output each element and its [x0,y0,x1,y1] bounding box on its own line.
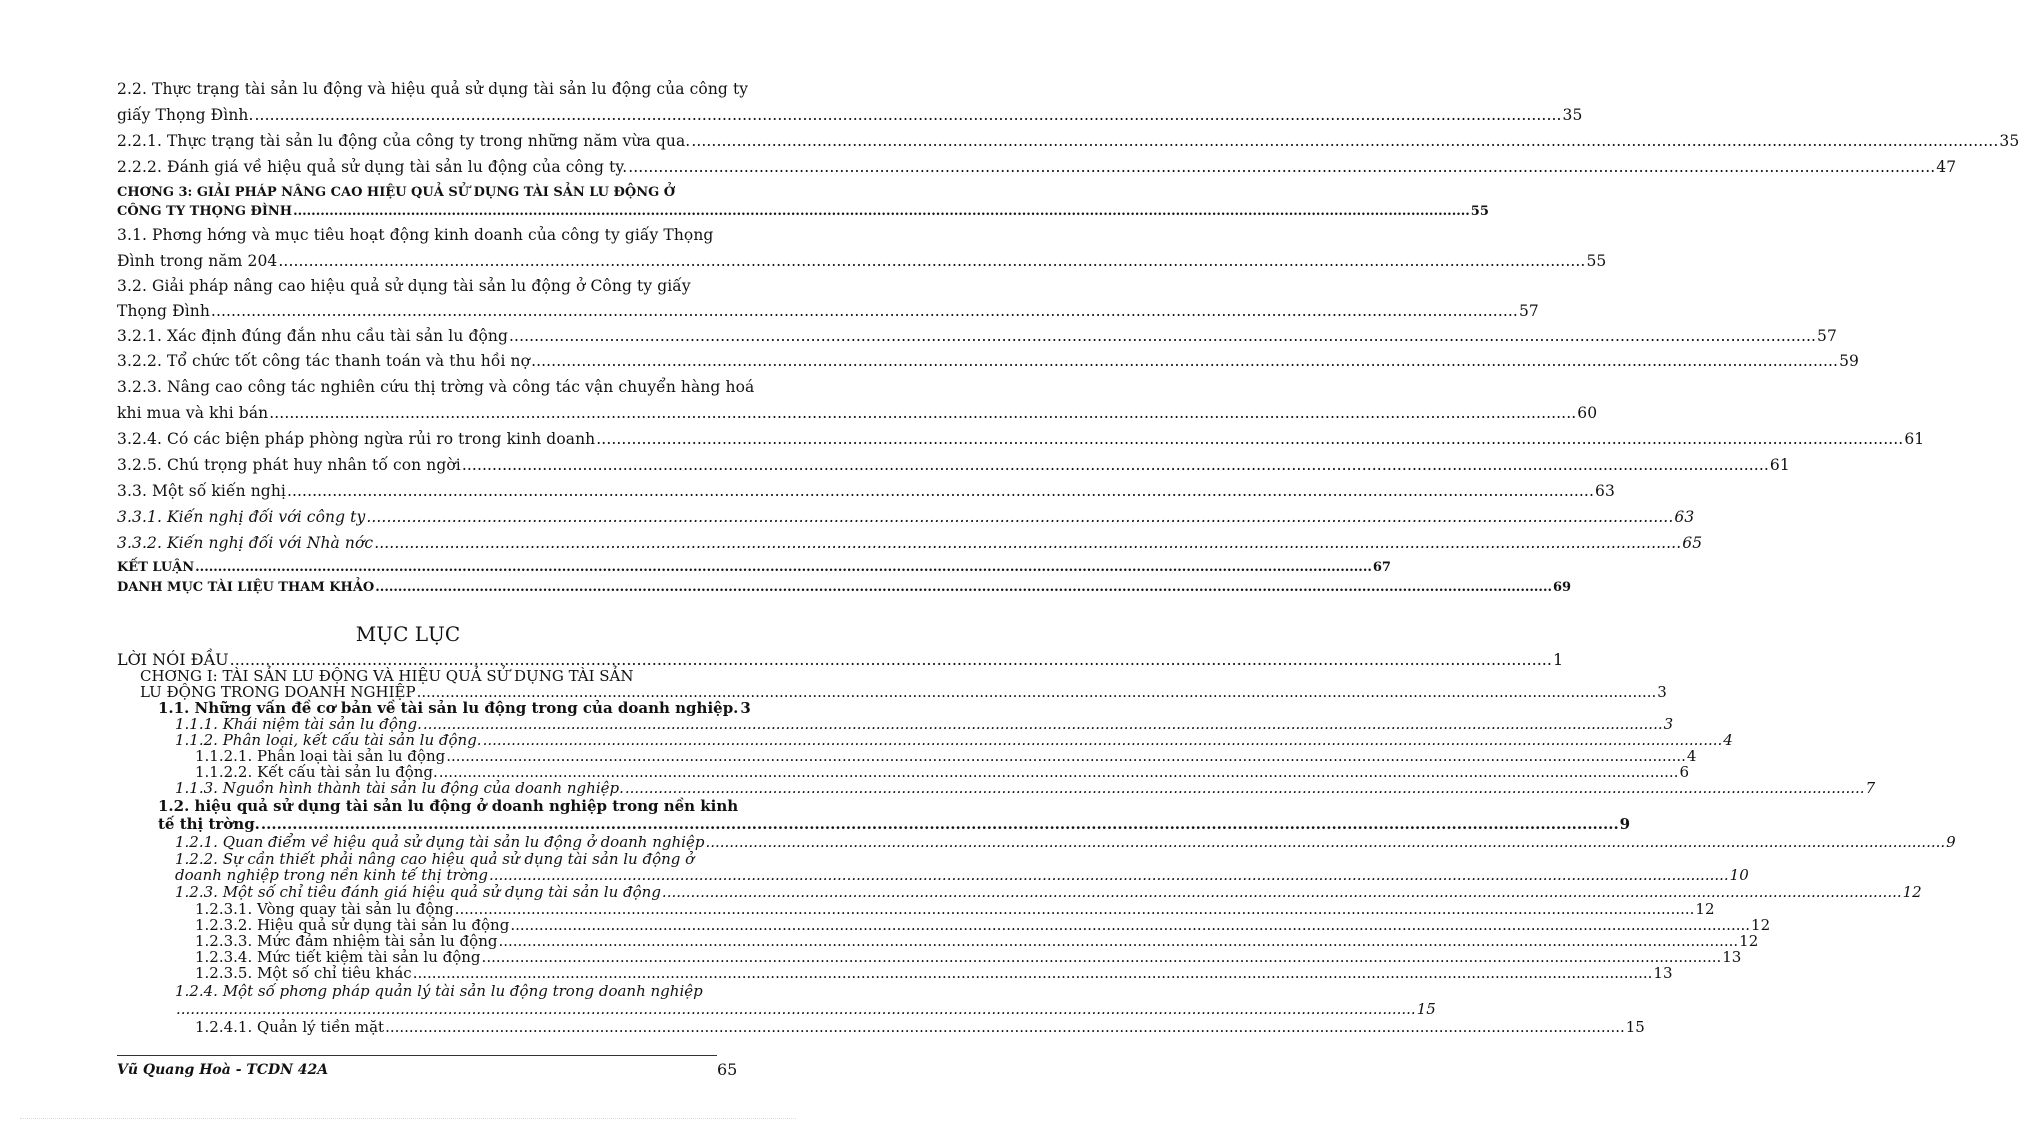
toc-chapter-3-line2[interactable]: CÔNG TY THỌNG ĐÌNH ..... 55 [117,204,737,219]
toc2-section-1-2-line1: 1.2. hiệu quả sử dụng tài sản lu động ở doanh nghiệp trong nền kinh [158,797,739,815]
toc-entry-3-3[interactable]: 3.3. Một số kiến nghị ..... 63 [117,482,737,500]
toc2-1-2-3-4[interactable]: 1.2.3.4. Mức tiết kiệm tài sản lu động ..... 13 [195,949,736,965]
toc-entry-ket-luan[interactable]: KẾT LUẬN ..... 67 [117,560,737,575]
toc-entry-2-2-1[interactable]: 2.2.1. Thực trạng tài sản lu động của công ty trong những năm vừa qua. ..... 35 [117,132,737,150]
toc-entry-tai-lieu[interactable]: DANH MỤC TÀI LIỆU THAM KHẢO ..... 69 [117,580,737,595]
toc-entry-3-1-line1: 3.1. Phơng hớng và mục tiêu hoạt động kinh doanh của công ty giấy Thọng [117,226,714,244]
toc2-1-2-1[interactable]: 1.2.1. Quan điểm về hiệu quả sử dụng tài sản lu động ở doanh nghiệp ..... 9 [175,834,736,850]
toc-entry-3-3-2[interactable]: 3.3.2. Kiến nghị đối với Nhà nớc ..... 65 [117,534,737,552]
toc2-1-2-3[interactable]: 1.2.3. Một số chỉ tiêu đánh giá hiệu quả sử dụng tài sản lu động ..... 12 [175,884,736,900]
toc2-chapter-1-line2[interactable]: LU ĐỘNG TRONG DOANH NGHIỆP ..... 3 [140,684,736,700]
toc-entry-3-1-line2[interactable]: Đình trong năm 204 ..... 55 [117,252,737,270]
toc-entry-3-2-2[interactable]: 3.2.2. Tổ chức tốt công tác thanh toán và thu hồi nợ ..... 59 [117,352,737,370]
toc2-chapter-1-line1: CHƠNG I: TÀI SẢN LU ĐỘNG VÀ HIỆU QUẢ SỬ DỤNG TÀI SẢN [140,667,634,685]
toc-title: MỤC LỤC [355,622,461,646]
toc2-1-1-2[interactable]: 1.1.2. Phân loại, kết cấu tài sản lu động. ..... 4 [175,732,736,748]
toc2-section-1-1[interactable]: 1.1. Những vấn đề cơ bản về tài sản lu động trong của doanh nghiệp. 3 [158,699,751,717]
toc2-1-1-1[interactable]: 1.1.1. Khái niệm tài sản lu động. ..... 3 [175,716,736,732]
toc-entry-3-2-5[interactable]: 3.2.5. Chú trọng phát huy nhân tố con ngời ..... 61 [117,456,737,474]
toc-entry-3-2-3-line2[interactable]: khi mua và khi bán ..... 60 [117,404,737,422]
toc-entry-3-2-3-line1: 3.2.3. Nâng cao công tác nghiên cứu thị trờng và công tác vận chuyển hàng hoá [117,378,755,396]
toc-entry-3-2-line1: 3.2. Giải pháp nâng cao hiệu quả sử dụng tài sản lu động ở Công ty giấy [117,277,691,295]
toc-entry-2-2-line2[interactable]: giấy Thọng Đình. ..... 35 [117,106,737,124]
toc2-1-1-3[interactable]: 1.1.3. Nguồn hình thành tài sản lu động của doanh nghiệp. ..... 7 [175,780,736,796]
footer-author: Vũ Quang Hoà - TCDN 42A [117,1062,329,1078]
toc-entry-3-2-line2[interactable]: Thọng Đình ..... 57 [117,302,737,320]
toc2-1-2-4-1[interactable]: 1.2.4.1. Quản lý tiền mặt ..... 15 [195,1019,736,1035]
toc2-1-2-2-line2[interactable]: doanh nghiệp trong nền kinh tế thị trờng ..... 10 [175,867,736,883]
toc2-loi-noi-dau[interactable]: LỜI NÓI ĐẦU ..... 1 [117,652,737,668]
toc-chapter-3-line1: CHƠNG 3: GIẢI PHÁP NÂNG CAO HIỆU QUẢ SỬ DỤNG TÀI SẢN LU ĐỘNG Ở [117,185,676,200]
footer-divider [117,1055,717,1056]
toc2-1-2-2-line1: 1.2.2. Sự cần thiết phải nâng cao hiệu quả sử dụng tài sản lu động ở [175,850,695,868]
toc2-1-2-3-2[interactable]: 1.2.3.2. Hiệu quả sử dụng tài sản lu động ..... 12 [195,917,736,933]
toc-entry-3-3-1[interactable]: 3.3.1. Kiến nghị đối với công ty ..... 63 [117,508,737,526]
toc-entry-3-2-1[interactable]: 3.2.1. Xác định đúng đắn nhu cầu tài sản lu động ..... 57 [117,327,737,345]
toc2-1-2-4-line1: 1.2.4. Một số phơng pháp quản lý tài sản lu động trong doanh nghiệp [175,982,703,1000]
toc2-section-1-2-line2[interactable]: tế thị trờng. ..... 9 [158,816,736,832]
toc-entry-3-2-4[interactable]: 3.2.4. Có các biện pháp phòng ngừa rủi ro trong kinh doanh ..... 61 [117,430,737,448]
toc2-1-2-3-1[interactable]: 1.2.3.1. Vòng quay tài sản lu động ..... 12 [195,901,736,917]
page-bottom-border [20,1118,796,1119]
toc2-1-2-3-3[interactable]: 1.2.3.3. Mức đảm nhiệm tài sản lu động ..... 12 [195,933,736,949]
footer-page-number: 65 [717,1060,738,1079]
toc2-1-1-2-1[interactable]: 1.1.2.1. Phân loại tài sản lu động ..... 4 [195,748,736,764]
toc2-1-2-3-5[interactable]: 1.2.3.5. Một số chỉ tiêu khác ..... 13 [195,965,736,981]
toc-entry-2-2-2[interactable]: 2.2.2. Đánh giá về hiệu quả sử dụng tài sản lu động của công ty. ..... 47 [117,158,737,176]
toc2-1-1-2-2[interactable]: 1.1.2.2. Kết cấu tài sản lu động. ..... 6 [195,764,736,780]
toc-entry-2-2-line1: 2.2. Thực trạng tài sản lu động và hiệu quả sử dụng tài sản lu động của công ty [117,80,749,98]
toc2-1-2-4-line2[interactable]: ..... 15 [175,1001,736,1017]
